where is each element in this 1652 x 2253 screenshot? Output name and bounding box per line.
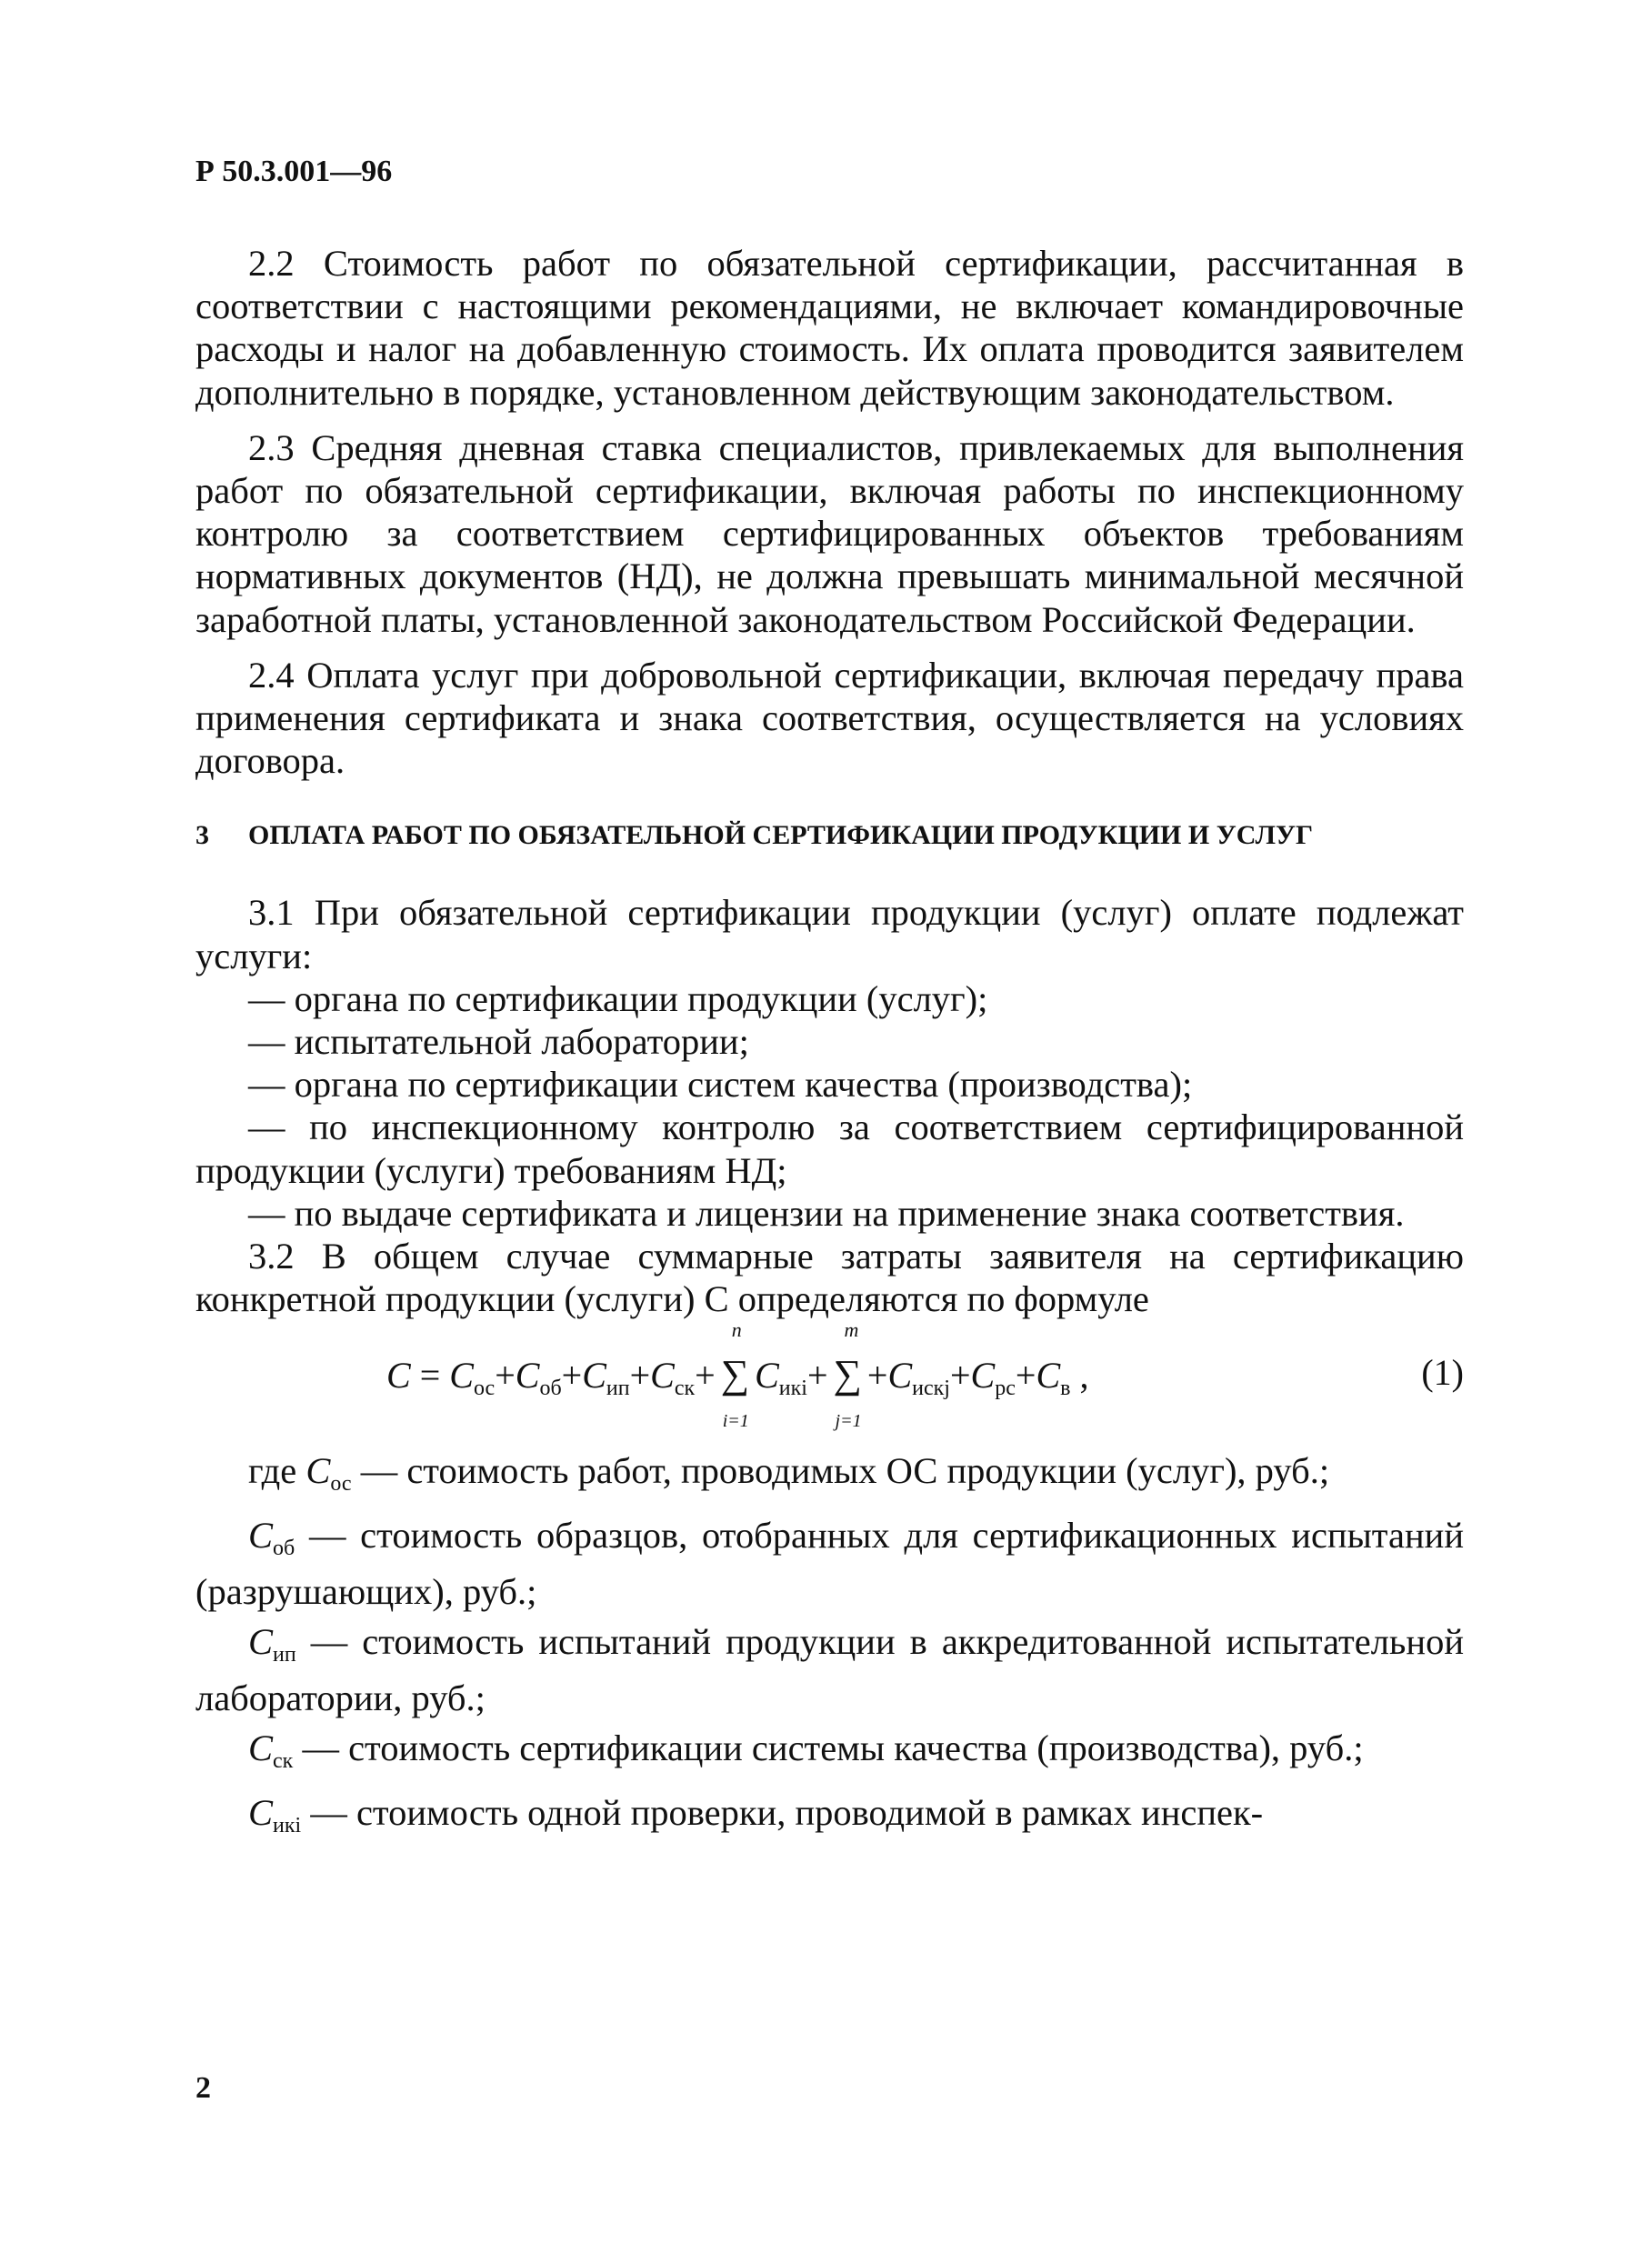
sum-upper-limit: n	[731, 1318, 742, 1342]
spacer	[195, 414, 1464, 426]
document-page	[195, 155, 1464, 1855]
formula-subscript: в	[1060, 1377, 1071, 1401]
sum-upper-limit: m	[844, 1318, 859, 1342]
formula-term: C	[970, 1355, 996, 1397]
document-id: Р 50.3.001—96	[195, 155, 393, 188]
formula-term: C	[582, 1355, 606, 1397]
formula-1	[195, 1318, 1464, 1444]
symbol-subscript: об	[273, 1536, 295, 1560]
formula-plus: +	[806, 1355, 828, 1397]
paragraph-2-3: 2.3 Средняя дневная ставка специалистов, привлекаемых для выполнения работ по обязательной сертификации, включая работы по инспекционному контролю за соответствием сертифицированных объектов требованиям нормативных документов (НД), не должна превышать минимальной месячной заработной платы, установленной законодательством Российской Федерации.	[195, 426, 1464, 640]
symbol-subscript: икi	[273, 1813, 302, 1837]
where-label: где	[248, 1450, 297, 1492]
sum-lower-limit: i=1	[722, 1411, 749, 1432]
symbol-subscript: ск	[273, 1749, 294, 1774]
symbol-subscript: ос	[330, 1472, 352, 1497]
symbol-subscript: ип	[273, 1643, 296, 1667]
formula-plus: +	[949, 1355, 971, 1397]
paragraph-2-4: 2.4 Оплата услуг при добровольной сертификации, включая передачу права применения сертификата и знака соответствия, осуществляется на условиях договора.	[195, 654, 1464, 782]
spacer	[195, 641, 1464, 654]
formula-lhs: C	[386, 1355, 411, 1397]
definition-text: — стоимость работ, проводимых ОС продукции (услуг), руб.;	[351, 1450, 1330, 1492]
formula-subscript: искj	[912, 1377, 950, 1401]
section-3-number: 3	[195, 820, 209, 851]
formula-subscript: об	[539, 1377, 562, 1401]
equation-number: (1)	[1421, 1352, 1464, 1394]
definition-c-os	[195, 1449, 1464, 1506]
formula-expression	[386, 1318, 1089, 1432]
definition-c-ip	[195, 1620, 1464, 1719]
symbol: C	[248, 1621, 274, 1663]
formula-plus: +	[1015, 1355, 1036, 1397]
symbol: C	[248, 1514, 274, 1556]
list-item: — органа по сертификации продукции (услуг);	[248, 977, 988, 1019]
symbol: C	[305, 1450, 331, 1492]
paragraph-3-1: 3.1 При обязательной сертификации продукции (услуг) оплате подлежат услуги:	[195, 892, 1464, 976]
paragraph-3-2: 3.2 В общем случае суммарные затраты заявителя на сертификацию конкретной продукции (услуги) C определяются по формуле	[195, 1236, 1464, 1320]
sum-symbol	[720, 1318, 750, 1432]
formula-plus: +	[695, 1355, 716, 1397]
formula-term: C	[1036, 1355, 1061, 1397]
formula-subscript: икi	[778, 1377, 807, 1401]
definition-text: — стоимость образцов, отобранных для сертификационных испытаний (разрушающих), руб.;	[195, 1514, 1464, 1612]
list-item: — по выдаче сертификата и лицензии на применение знака соответствия.	[248, 1192, 1405, 1234]
sum-lower-limit: j=1	[835, 1411, 862, 1432]
sigma-glyph: ∑	[833, 1352, 862, 1397]
section-3-title: ОПЛАТА РАБОТ ПО ОБЯЗАТЕЛЬНОЙ СЕРТИФИКАЦИИ ПРОДУКЦИИ И УСЛУГ	[248, 820, 1314, 851]
definition-text: — стоимость испытаний продукции в аккредитованной испытательной лаборатории, руб.;	[195, 1621, 1464, 1719]
formula-term: C	[515, 1355, 540, 1397]
formula-subscript: ос	[473, 1377, 496, 1401]
definition-text: — стоимость одной проверки, проводимой в рамках инспек-	[301, 1791, 1264, 1833]
list-item: — испытательной лаборатории;	[248, 1021, 749, 1063]
paragraph-2-2: 2.2 Стоимость работ по обязательной сертификации, рассчитанная в соответствии с настоящими рекомендациями, не включает командировочные расходы и налог на добавленную стоимость. Их оплата проводится заявителем дополнительно в порядке, установленном действующим законодательством.	[195, 243, 1464, 413]
definition-c-ob	[195, 1514, 1464, 1613]
formula-term: C	[755, 1355, 779, 1397]
formula-plus: +	[866, 1355, 888, 1397]
formula-subscript: ск	[674, 1377, 696, 1401]
formula-plus: +	[495, 1355, 516, 1397]
formula-term: C	[449, 1355, 474, 1397]
page-number: 2	[195, 2071, 211, 2105]
section-3-heading	[195, 820, 1464, 851]
definition-c-iki	[195, 1791, 1464, 1847]
sum-symbol	[833, 1318, 862, 1432]
formula-plus: +	[561, 1355, 583, 1397]
formula-comma: ,	[1070, 1355, 1089, 1397]
formula-plus: +	[629, 1355, 651, 1397]
formula-term: C	[650, 1355, 675, 1397]
definition-c-sk	[195, 1727, 1464, 1783]
sigma-glyph: ∑	[720, 1352, 750, 1397]
formula-subscript: ип	[606, 1377, 630, 1401]
list-item: — органа по сертификации систем качества (производства);	[248, 1064, 1193, 1106]
formula-equals: =	[410, 1355, 450, 1397]
symbol: C	[248, 1791, 274, 1833]
formula-subscript: рс	[995, 1377, 1016, 1401]
list-item: — по инспекционному контролю за соответствием сертифицированной продукции (услуги) требованиям НД;	[195, 1106, 1464, 1191]
symbol: C	[248, 1727, 274, 1769]
formula-term: C	[887, 1355, 913, 1397]
definition-text: — стоимость сертификации системы качества (производства), руб.;	[293, 1727, 1364, 1769]
